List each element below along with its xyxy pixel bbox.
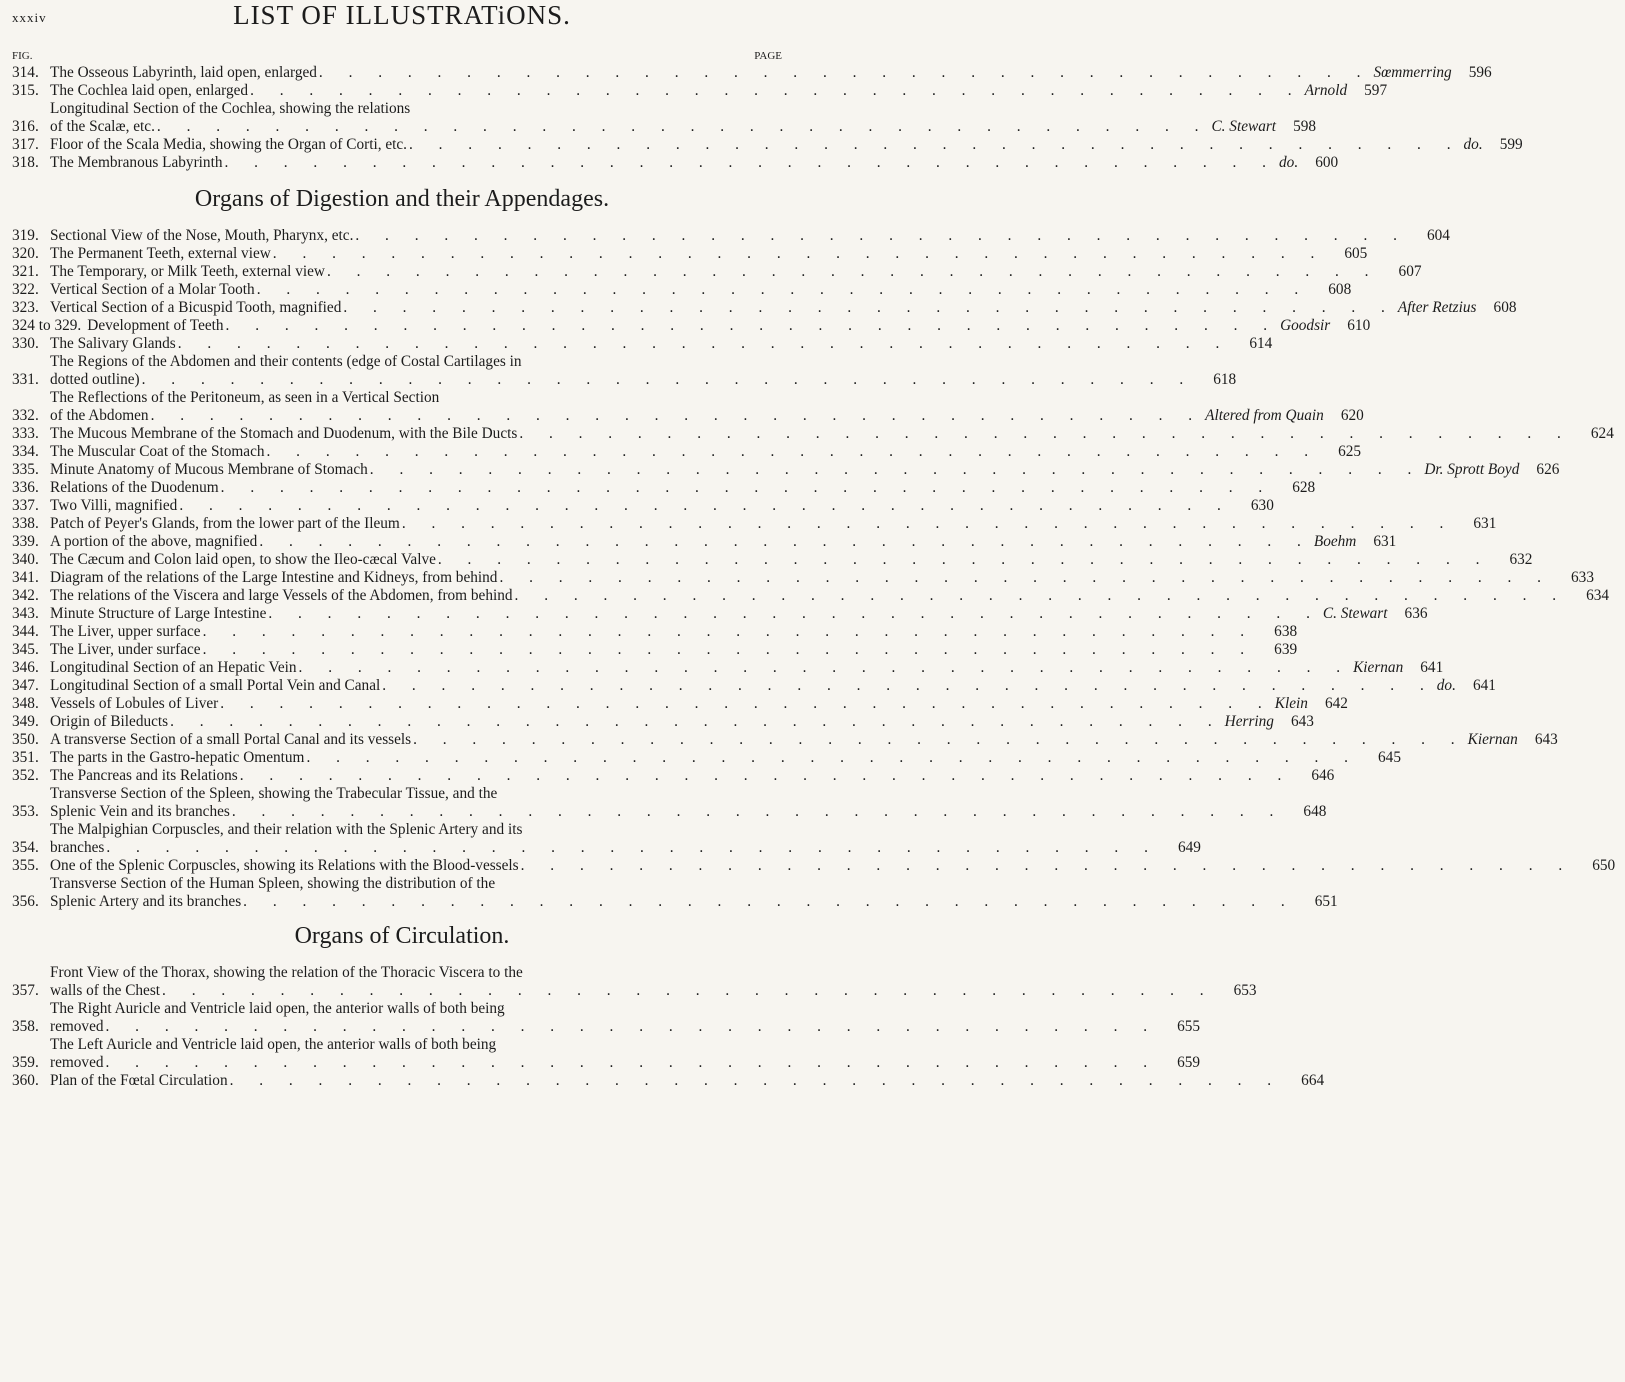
leader-dots: . . . . . . . . . . . . . . . . . . . . . . . . . . . . . . . . . . . . [499, 569, 1552, 586]
figure-number: 343. [12, 605, 39, 622]
leader-dots: . . . . . . . . . . . . . . . . . . . . . . . . . . . . . . . . . . . . [106, 839, 1159, 856]
leader-dots: . . . . . . . . . . . . . . . . . . . . . . . . . . . . . . . . . . . . [382, 677, 1435, 694]
leader-dots: . . . . . . . . . . . . . . . . . . . . . . . . . . . . . . . . . . . . [239, 767, 1293, 784]
book-page [12, 0, 1616, 1382]
figure-caption: The Regions of the Abdomen and their contents (edge of Costal Cartilages in [50, 353, 522, 370]
figure-caption: of the Abdomen [50, 407, 149, 424]
figure-caption: removed [50, 1018, 104, 1035]
leader-dots: . . . . . . . . . . . . . . . . . . . . . . . . . . . . . . . . . . . . [369, 461, 1423, 478]
figure-source: Sœmmerring [1373, 64, 1452, 81]
figure-caption: Longitudinal Section of the Cochlea, showing the relations [50, 100, 411, 117]
figure-caption: A portion of the above, magnified [50, 533, 258, 550]
list-item [12, 263, 1422, 281]
leader-dots: . . . . . . . . . . . . . . . . . . . . . . . . . . . . . . . . . . . . [225, 317, 1279, 334]
leader-dots: . . . . . . . . . . . . . . . . . . . . . . . . . . . . . . . . . . . . [224, 154, 1278, 171]
page-reference: 596 [1468, 64, 1492, 81]
figure-number: 349. [12, 713, 39, 730]
figure-number: 351. [12, 749, 39, 766]
list-item [12, 299, 1517, 317]
leader-dots: . . . . . . . . . . . . . . . . . . . . . . . . . . . . . . . . . . . . [177, 335, 1231, 352]
figure-number: 337. [12, 497, 39, 514]
list-item [12, 857, 1616, 875]
figure-number: 355. [12, 857, 39, 874]
page-reference: 625 [1338, 443, 1362, 460]
figure-number: 357. [12, 982, 39, 999]
figure-caption: Vertical Section of a Bicuspid Tooth, magnified [50, 299, 342, 316]
list-item [12, 695, 1348, 713]
figure-caption: One of the Splenic Corpuscles, showing its Relations with the Blood-vessels [50, 857, 519, 874]
figure-number: 354. [12, 839, 39, 856]
list-item [12, 533, 1397, 551]
figure-caption: Minute Structure of Large Intestine [50, 605, 267, 622]
figure-number: 347. [12, 677, 39, 694]
leader-dots: . . . . . . . . . . . . . . . . . . . . . . . . . . . . . . . . . . . . [437, 551, 1491, 568]
list-item [12, 551, 1533, 569]
leader-dots: . . . . . . . . . . . . . . . . . . . . . . . . . . . . . . . . . . . . [250, 82, 1303, 99]
figure-number: 358. [12, 1018, 39, 1035]
list-item [12, 461, 1560, 479]
figure-caption: The Mucous Membrane of the Stomach and Duodenum, with the Bile Ducts [50, 425, 518, 442]
figure-caption: The parts in the Gastro-hepatic Omentum [50, 749, 305, 766]
leader-dots: . . . . . . . . . . . . . . . . . . . . . . . . . . . . . . . . . . . . [105, 1018, 1159, 1035]
list-item [12, 497, 1274, 515]
list-item [12, 964, 1257, 1000]
page-reference: 642 [1324, 695, 1348, 712]
page-reference: 605 [1344, 245, 1368, 262]
figure-caption: The Liver, under surface [50, 641, 201, 658]
figure-source: do. [1436, 677, 1456, 694]
figure-source: C. Stewart [1322, 605, 1388, 622]
figure-number: 334. [12, 443, 39, 460]
page-reference: 632 [1509, 551, 1533, 568]
figure-caption: branches [50, 839, 105, 856]
figure-number: 323. [12, 299, 39, 316]
figure-caption: Relations of the Duodenum [50, 479, 219, 496]
list-item [12, 515, 1497, 533]
list-item [12, 1000, 1201, 1036]
list-item [12, 659, 1444, 677]
figure-caption: Development of Teeth [87, 317, 224, 334]
figure-caption: Transverse Section of the Spleen, showing the Trabecular Tissue, and the [50, 785, 498, 802]
leader-dots: . . . . . . . . . . . . . . . . . . . . . . . . . . . . . . . . . . . . [150, 407, 1204, 424]
list-item [12, 425, 1614, 443]
leader-dots: . . . . . . . . . . . . . . . . . . . . . . . . . . . . . . . . . . . . [326, 263, 1380, 280]
leader-dots: . . . . . . . . . . . . . . . . . . . . . . . . . . . . . . . . . . . . [179, 497, 1232, 514]
figure-number: 321. [12, 263, 39, 280]
page-reference: 618 [1213, 371, 1237, 388]
figure-source: Altered from Quain [1205, 407, 1324, 424]
section-heading-circulation: Organs of Circulation. [294, 923, 510, 949]
figure-number: 346. [12, 659, 39, 676]
figure-number: 344. [12, 623, 39, 640]
list-item [12, 245, 1368, 263]
figure-number: 315. [12, 82, 39, 99]
page-reference: 641 [1420, 659, 1444, 676]
figure-number: 359. [12, 1054, 39, 1071]
page-reference: 608 [1328, 281, 1352, 298]
figure-source: C. Stewart [1211, 118, 1277, 135]
leader-dots: . . . . . . . . . . . . . . . . . . . . . . . . . . . . . . . . . . . . [272, 245, 1326, 262]
page-reference: 653 [1233, 982, 1257, 999]
page-reference: 608 [1493, 299, 1517, 316]
page-reference: 641 [1472, 677, 1496, 694]
figure-number: 319. [12, 227, 39, 244]
page-reference: 631 [1373, 533, 1397, 550]
page-reference: 646 [1311, 767, 1335, 784]
figure-number: 352. [12, 767, 39, 784]
list-item [12, 821, 1201, 857]
leader-dots: . . . . . . . . . . . . . . . . . . . . . . . . . . . . . . . . . . . . [413, 731, 1466, 748]
figure-caption: The Right Auricle and Ventricle laid open, the anterior walls of both being [50, 1000, 505, 1017]
figure-caption: Floor of the Scala Media, showing the Organ of Corti, etc. [50, 136, 407, 153]
figure-source: Klein [1274, 695, 1308, 712]
list-item [12, 785, 1327, 821]
figure-caption: Transverse Section of the Human Spleen, showing the distribution of the [50, 875, 496, 892]
page-reference: 639 [1274, 641, 1298, 658]
figure-source: Arnold [1304, 82, 1348, 99]
list-item [12, 64, 1492, 82]
figure-caption: Longitudinal Section of a small Portal Vein and Canal [50, 677, 381, 694]
leader-dots: . . . . . . . . . . . . . . . . . . . . . . . . . . . . . . . . . . . . [105, 1054, 1159, 1071]
figure-caption: Patch of Peyer's Glands, from the lower part of the Ileum [50, 515, 400, 532]
page-reference: 620 [1340, 407, 1364, 424]
figure-caption: The Temporary, or Milk Teeth, external view [50, 263, 325, 280]
page-reference: 634 [1586, 587, 1610, 604]
page-reference: 607 [1398, 263, 1422, 280]
figure-number: 333. [12, 425, 39, 442]
list-item [12, 677, 1496, 695]
figure-caption: Sectional View of the Nose, Mouth, Pharynx, etc. [50, 227, 354, 244]
figure-caption: The Membranous Labyrinth [50, 154, 223, 171]
figure-source: Kiernan [1467, 731, 1518, 748]
figure-caption: The Reflections of the Peritoneum, as seen in a Vertical Section [50, 389, 440, 406]
page-reference: 597 [1364, 82, 1388, 99]
leader-dots: . . . . . . . . . . . . . . . . . . . . . . . . . . . . . . . . . . . . [156, 118, 1210, 135]
figure-number: 320. [12, 245, 39, 262]
page-reference: 624 [1590, 425, 1614, 442]
list-item [12, 227, 1450, 245]
list-item [12, 713, 1314, 731]
figure-caption: The Salivary Glands [50, 335, 176, 352]
figure-number: 360. [12, 1072, 39, 1089]
figure-source: do. [1463, 136, 1483, 153]
figure-caption: Splenic Artery and its branches [50, 893, 242, 910]
leader-dots: . . . . . . . . . . . . . . . . . . . . . . . . . . . . . . . . . . . . [256, 281, 1310, 298]
leader-dots: . . . . . . . . . . . . . . . . . . . . . . . . . . . . . . . . . . . . [514, 587, 1568, 604]
figure-number: 322. [12, 281, 39, 298]
figure-number: 332. [12, 407, 39, 424]
list-item [12, 100, 1317, 136]
leader-dots: . . . . . . . . . . . . . . . . . . . . . . . . . . . . . . . . . . . . [318, 64, 1372, 81]
leader-dots: . . . . . . . . . . . . . . . . . . . . . . . . . . . . . . . . . . . . [202, 623, 1256, 640]
leader-dots: . . . . . . . . . . . . . . . . . . . . . . . . . . . . . . . . . . . . [306, 749, 1359, 766]
figure-caption: dotted outline) [50, 371, 140, 388]
figure-number: 348. [12, 695, 39, 712]
figure-source: Goodsir [1280, 317, 1331, 334]
figure-source: do. [1279, 154, 1299, 171]
figure-number: 339. [12, 533, 39, 550]
leader-dots: . . . . . . . . . . . . . . . . . . . . . . . . . . . . . . . . . . . . [298, 659, 1352, 676]
page-reference: 630 [1250, 497, 1274, 514]
list-item [12, 389, 1364, 425]
list-item [12, 443, 1362, 461]
list-item [12, 623, 1298, 641]
page-reference: 631 [1473, 515, 1497, 532]
list-item [12, 767, 1335, 785]
list-item [12, 875, 1338, 911]
figure-caption: removed [50, 1054, 104, 1071]
page-reference: 643 [1534, 731, 1558, 748]
figure-number: 318. [12, 154, 39, 171]
leader-dots: . . . . . . . . . . . . . . . . . . . . . . . . . . . . . . . . . . . . [170, 713, 1223, 730]
figure-caption: Diagram of the relations of the Large Intestine and Kidneys, from behind [50, 569, 498, 586]
page-reference: 645 [1378, 749, 1401, 766]
figure-number: 340. [12, 551, 39, 568]
figure-source: Kiernan [1353, 659, 1404, 676]
list-item [12, 749, 1401, 767]
page-reference: 598 [1293, 118, 1317, 135]
leader-dots: . . . . . . . . . . . . . . . . . . . . . . . . . . . . . . . . . . . . [401, 515, 1455, 532]
figure-number: 336. [12, 479, 39, 496]
figure-caption: The Left Auricle and Ventricle laid open, the anterior walls of both being [50, 1036, 497, 1053]
figure-number: 335. [12, 461, 39, 478]
column-headers [12, 50, 792, 64]
page-title: LIST OF ILLUSTRATiONS. [233, 0, 571, 30]
figure-caption: The relations of the Viscera and large Vessels of the Abdomen, from behind [50, 587, 513, 604]
figure-number: 316. [12, 118, 39, 135]
list-item [12, 569, 1594, 587]
page-column-header: PAGE [754, 50, 782, 62]
page-reference: 648 [1303, 803, 1327, 820]
leader-dots: . . . . . . . . . . . . . . . . . . . . . . . . . . . . . . . . . . . . [519, 425, 1572, 442]
figure-caption: Vertical Section of a Molar Tooth [50, 281, 255, 298]
page-reference: 664 [1301, 1072, 1325, 1089]
figure-number: 314. [12, 64, 39, 81]
figure-caption: The Osseous Labyrinth, laid open, enlarged [50, 64, 317, 81]
page-reference: 614 [1249, 335, 1273, 352]
page-header [12, 0, 792, 50]
page-reference: 651 [1314, 893, 1338, 910]
figure-caption: Front View of the Thorax, showing the relation of the Thoracic Viscera to the [50, 964, 523, 981]
leader-dots: . . . . . . . . . . . . . . . . . . . . . . . . . . . . . . . . . . . . [243, 893, 1296, 910]
figure-number: 330. [12, 335, 39, 352]
page-reference: 659 [1177, 1054, 1201, 1071]
leader-dots: . . . . . . . . . . . . . . . . . . . . . . . . . . . . . . . . . . . . [409, 136, 1462, 153]
section-heading-digestion: Organs of Digestion and their Appendages. [194, 186, 610, 212]
page-reference: 599 [1499, 136, 1523, 153]
figure-number: 341. [12, 569, 39, 586]
list-item [12, 731, 1558, 749]
list-item [12, 641, 1298, 659]
page-reference: 633 [1571, 569, 1594, 586]
figure-caption: Longitudinal Section of an Hepatic Vein [50, 659, 297, 676]
figure-caption: The Permanent Teeth, external view [50, 245, 271, 262]
leader-dots: . . . . . . . . . . . . . . . . . . . . . . . . . . . . . . . . . . . . [520, 857, 1574, 874]
page-reference: 604 [1426, 227, 1450, 244]
leader-dots: . . . . . . . . . . . . . . . . . . . . . . . . . . . . . . . . . . . . [266, 443, 1320, 460]
fig-column-header: FIG. [12, 50, 33, 62]
figure-number: 350. [12, 731, 39, 748]
leader-dots: . . . . . . . . . . . . . . . . . . . . . . . . . . . . . . . . . . . . [141, 371, 1195, 388]
figure-caption: Minute Anatomy of Mucous Membrane of Stomach [50, 461, 368, 478]
page-reference: 638 [1274, 623, 1298, 640]
figure-source: After Retzius [1397, 299, 1477, 316]
leader-dots: . . . . . . . . . . . . . . . . . . . . . . . . . . . . . . . . . . . . [259, 533, 1312, 550]
figure-caption: Vessels of Lobules of Liver [50, 695, 219, 712]
page-reference: 643 [1291, 713, 1314, 730]
figure-number: 331. [12, 371, 39, 388]
figure-number: 338. [12, 515, 39, 532]
page-reference: 610 [1347, 317, 1371, 334]
figure-number: 345. [12, 641, 39, 658]
figure-caption: Splenic Vein and its branches [50, 803, 230, 820]
leader-dots: . . . . . . . . . . . . . . . . . . . . . . . . . . . . . . . . . . . . [229, 1072, 1283, 1089]
figure-source: Boehm [1313, 533, 1357, 550]
leader-dots: . . . . . . . . . . . . . . . . . . . . . . . . . . . . . . . . . . . . [220, 695, 1273, 712]
page-reference: 636 [1404, 605, 1428, 622]
figure-caption: of the Scalæ, etc. [50, 118, 155, 135]
figure-number: 356. [12, 893, 39, 910]
figure-caption: Plan of the Fœtal Circulation [50, 1072, 228, 1089]
list-item [12, 281, 1352, 299]
list-item [12, 605, 1428, 623]
list-item [12, 335, 1273, 353]
list-item [12, 82, 1388, 100]
figure-caption: The Cæcum and Colon laid open, to show the Ileo-cæcal Valve [50, 551, 436, 568]
figure-caption: walls of the Chest [50, 982, 161, 999]
figure-source: Dr. Sprott Boyd [1424, 461, 1520, 478]
list-item [12, 479, 1316, 497]
figure-number: 342. [12, 587, 39, 604]
list-item [12, 353, 1237, 389]
page-reference: 628 [1292, 479, 1316, 496]
page-reference: 626 [1536, 461, 1560, 478]
figure-caption: The Cochlea laid open, enlarged [50, 82, 249, 99]
list-item [12, 1072, 1325, 1090]
leader-dots: . . . . . . . . . . . . . . . . . . . . . . . . . . . . . . . . . . . . [231, 803, 1285, 820]
list-item [12, 136, 1523, 154]
figure-number: 324 to 329. [12, 317, 82, 334]
list-item [12, 317, 1371, 335]
list-item [12, 1036, 1201, 1072]
figure-number: 317. [12, 136, 39, 153]
illustration-list-digestion [12, 227, 1616, 911]
page-reference: 649 [1177, 839, 1201, 856]
page-reference: 655 [1177, 1018, 1201, 1035]
leader-dots: . . . . . . . . . . . . . . . . . . . . . . . . . . . . . . . . . . . . [220, 479, 1274, 496]
illustration-list-sense-organs [12, 64, 1523, 172]
figure-caption: Origin of Bileducts [50, 713, 169, 730]
page-reference: 650 [1592, 857, 1616, 874]
page-number-roman: xxxiv [12, 10, 47, 25]
leader-dots: . . . . . . . . . . . . . . . . . . . . . . . . . . . . . . . . . . . . [162, 982, 1215, 999]
figure-caption: The Liver, upper surface [50, 623, 201, 640]
figure-number: 353. [12, 803, 39, 820]
figure-caption: The Muscular Coat of the Stomach [50, 443, 265, 460]
leader-dots: . . . . . . . . . . . . . . . . . . . . . . . . . . . . . . . . . . . . [343, 299, 1396, 316]
figure-caption: The Malpighian Corpuscles, and their relation with the Splenic Artery and its [50, 821, 523, 838]
leader-dots: . . . . . . . . . . . . . . . . . . . . . . . . . . . . . . . . . . . . [268, 605, 1321, 622]
figure-caption: The Pancreas and its Relations [50, 767, 238, 784]
figure-caption: A transverse Section of a small Portal Canal and its vessels [50, 731, 412, 748]
list-item [12, 154, 1339, 172]
leader-dots: . . . . . . . . . . . . . . . . . . . . . . . . . . . . . . . . . . . . [202, 641, 1256, 658]
leader-dots: . . . . . . . . . . . . . . . . . . . . . . . . . . . . . . . . . . . . [355, 227, 1408, 244]
figure-caption: Two Villi, magnified [50, 497, 178, 514]
illustration-list-circulation [12, 964, 1325, 1090]
page-reference: 600 [1315, 154, 1339, 171]
list-item [12, 587, 1610, 605]
figure-source: Herring [1224, 713, 1274, 730]
